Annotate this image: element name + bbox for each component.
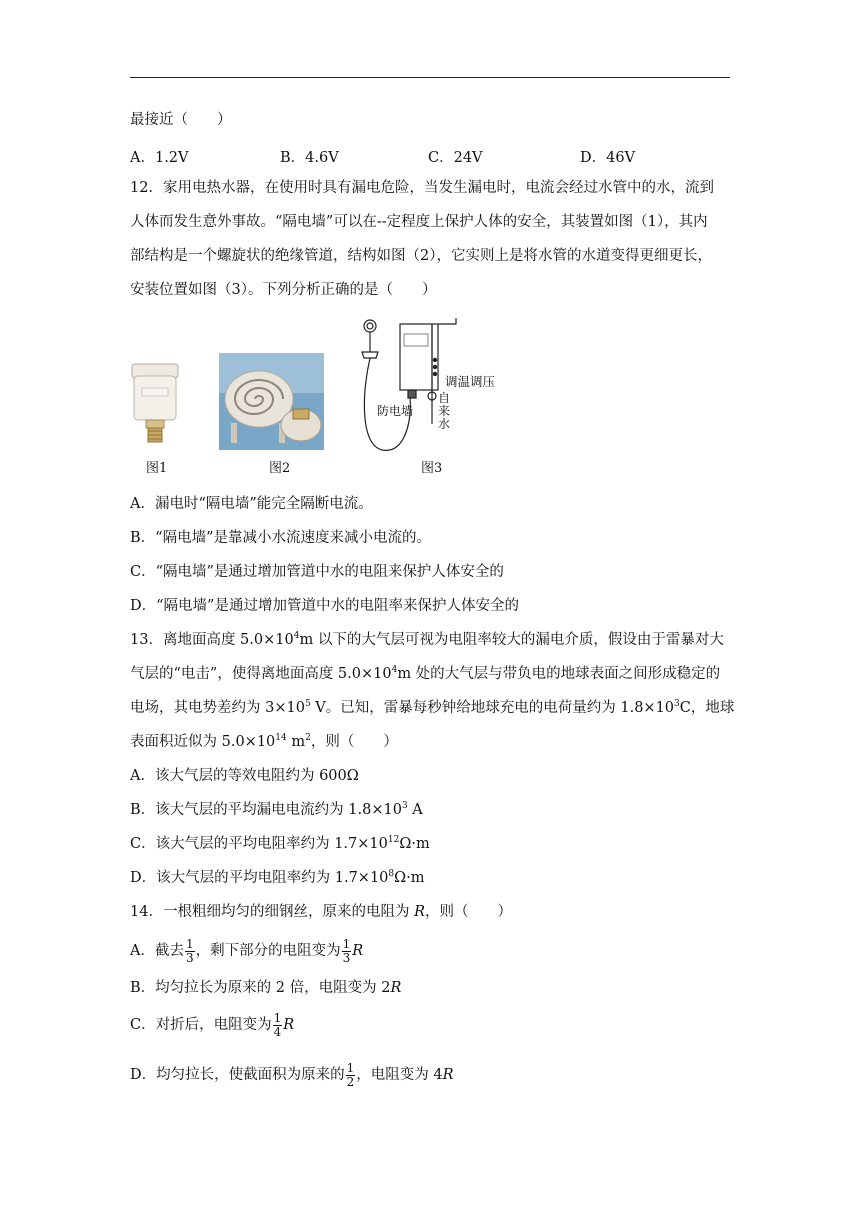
q12-stem-line-4: 安装位置如图（3）。下列分析正确的是（ ）: [130, 282, 437, 298]
fraction: $\frac{1}{4}$: [273, 1010, 282, 1039]
q12-option-d: D．“隔电墙”是通过增加管道中水的电阻率来保护人体安全的: [130, 598, 519, 614]
q14-option-a: A．截去 $\frac{1}{3}$ ，剩下部分的电阻变为 $\frac{1}{3}$ R: [130, 936, 364, 965]
q11-tail: 最接近（ ）: [130, 112, 232, 128]
figure-1-caption: 图1: [146, 461, 168, 476]
figure-2-image: [219, 353, 324, 450]
q12-stem-line-2: 人体而发生意外事故。“隔电墙”可以在--定程度上保护人体的安全，其装置如图（1），其内: [130, 214, 708, 230]
q13-stem-line-4: 表面积近似为 $5.0\times 10^{14}$ $m^2$，则（ ）: [130, 733, 398, 750]
q12-option-c: C．“隔电墙”是通过增加管道中水的电阻来保护人体安全的: [130, 564, 504, 580]
q14-stem: 14．一根粗细均匀的细钢丝，原来的电阻为 R，则（ ）: [130, 904, 512, 920]
figure-3-label-water: 自来水: [438, 391, 451, 431]
q11-options: [130, 146, 730, 166]
figure-3-caption: 图3: [421, 461, 443, 476]
figure-2-caption: 图2: [269, 461, 291, 476]
header-rule: [130, 77, 730, 78]
fraction: $\frac{1}{3}$: [185, 936, 194, 965]
q13-option-d: D．该大气层的平均电阻率约为 $1.7\times 10^8\Omega\cdot m$: [130, 869, 425, 886]
q11-option-d: D．46V: [580, 150, 636, 166]
q12-option-b: B．“隔电墙”是靠减小水流速度来减小电流的。: [130, 530, 431, 546]
q12-stem-line-3: 部结构是一个螺旋状的绝缘管道，结构如图（2），它实则上是将水管的水道变得更细更长，: [130, 248, 712, 264]
q14-option-c: C．对折后，电阻变为 $\frac{1}{4}$ R: [130, 1010, 295, 1039]
q11-option-a: A．1.2V: [130, 150, 189, 166]
fraction: $\frac{1}{2}$: [346, 1060, 355, 1089]
q13-option-c: C．该大气层的平均电阻率约为 $1.7\times 10^{12}\Omega\cdot m$: [130, 835, 430, 852]
q14-option-d: D．均匀拉长，使截面积为原来的 $\frac{1}{2}$ ，电阻变为 4R: [130, 1060, 454, 1089]
q13-stem-line-1: 13．离地面高度 $5.0\times 10^4m$ 以下的大气层可视为电阻率较大的漏电介质，假设由于雷暴对大: [130, 631, 724, 648]
figure-1-image: [128, 360, 182, 448]
figure-3-label-thermostat: 调温调压: [445, 374, 496, 389]
q13-option-b: B．该大气层的平均漏电电流约为 $1.8\times 10^3$ A: [130, 801, 423, 818]
q12-option-a: A．漏电时“隔电墙”能完全隔断电流。: [130, 496, 373, 512]
q13-stem-line-2: 气层的“电击”，使得离地面高度 $5.0\times 10^4m$ 处的大气层与带负电的地球表面之间形成稳定的: [130, 665, 721, 682]
figure-3-label-wall: 防电墙: [377, 404, 414, 418]
q14-option-b: B．均匀拉长为原来的 2 倍，电阻变为 2R: [130, 980, 402, 996]
q12-stem-line-1: 12．家用电热水器，在使用时具有漏电危险，当发生漏电时，电流会经过水管中的水，流到: [130, 180, 714, 196]
q13-option-a: A．该大气层的等效电阻约为 600Ω: [130, 768, 359, 784]
q13-stem-line-3: 电场，其电势差约为 $3\times 10^5$ V。已知，雷暴每秒钟给地球充电的电荷量约为 $1.8\times 10^3C$，地球: [130, 699, 735, 716]
fraction: $\frac{1}{3}$: [342, 936, 351, 965]
q11-option-c: C．24V: [428, 150, 483, 166]
q11-option-b: B．4.6V: [280, 150, 339, 166]
